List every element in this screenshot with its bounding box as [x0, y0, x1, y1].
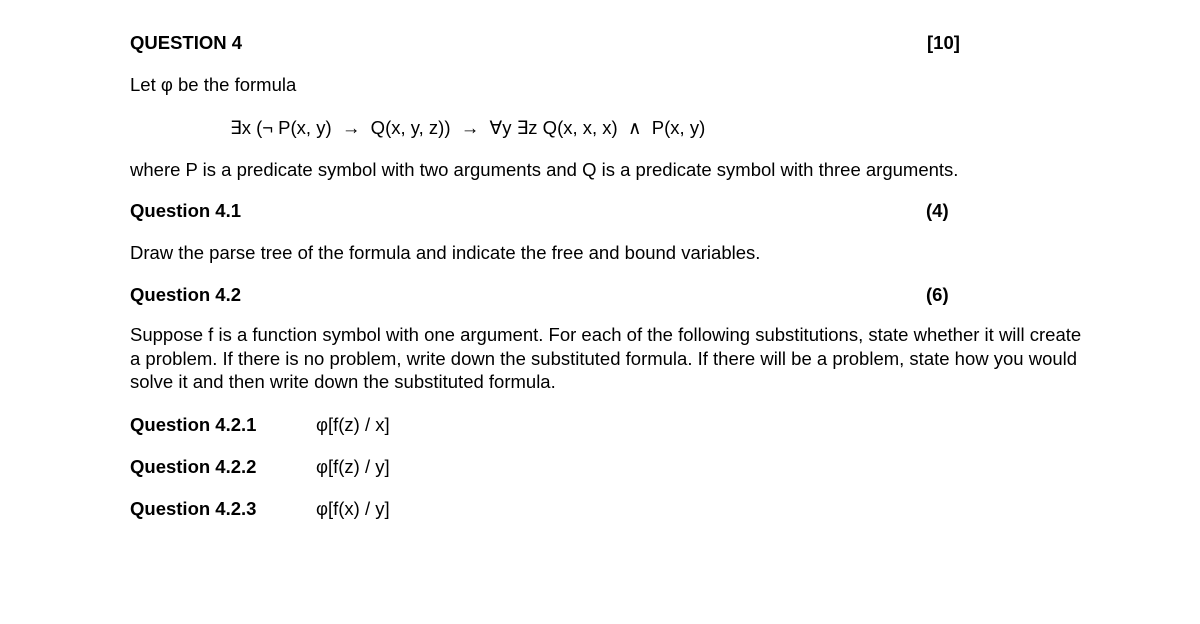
substitution-label: Question 4.2.2: [130, 456, 257, 477]
intro-text: Let φ be the formula: [130, 74, 297, 95]
question-4-1-label: Question 4.1: [130, 200, 242, 221]
question-4-1-marks: (4): [926, 200, 949, 221]
substitution-expression: φ[f(x) / y]: [316, 498, 390, 519]
substitution-expression: φ[f(z) / x]: [316, 414, 390, 435]
question-total-marks: [10]: [927, 32, 960, 53]
question-4-1-text: Draw the parse tree of the formula and indicate the free and bound variables.: [130, 242, 761, 263]
substitution-expression: φ[f(z) / y]: [316, 456, 390, 477]
question-4-2-label: Question 4.2: [130, 284, 242, 305]
description-text: where P is a predicate symbol with two arguments and Q is a predicate symbol with three arguments.: [130, 159, 959, 180]
substitution-label: Question 4.2.3: [130, 498, 257, 519]
formula: ∃x (¬ P(x, y) → Q(x, y, z)) → ∀y ∃z Q(x, x, x) ∧ P(x, y): [230, 117, 706, 138]
substitution-label: Question 4.2.1: [130, 414, 257, 435]
question-4-2-text: Suppose f is a function symbol with one argument. For each of the following substitutions, state whether it will create a problem. If there is no problem, write down the substituted formula. If there will be a problem, state how you would solve it and then write down the substituted formula.: [130, 324, 1082, 392]
question-title: QUESTION 4: [130, 32, 243, 53]
question-4-2-marks: (6): [926, 284, 949, 305]
